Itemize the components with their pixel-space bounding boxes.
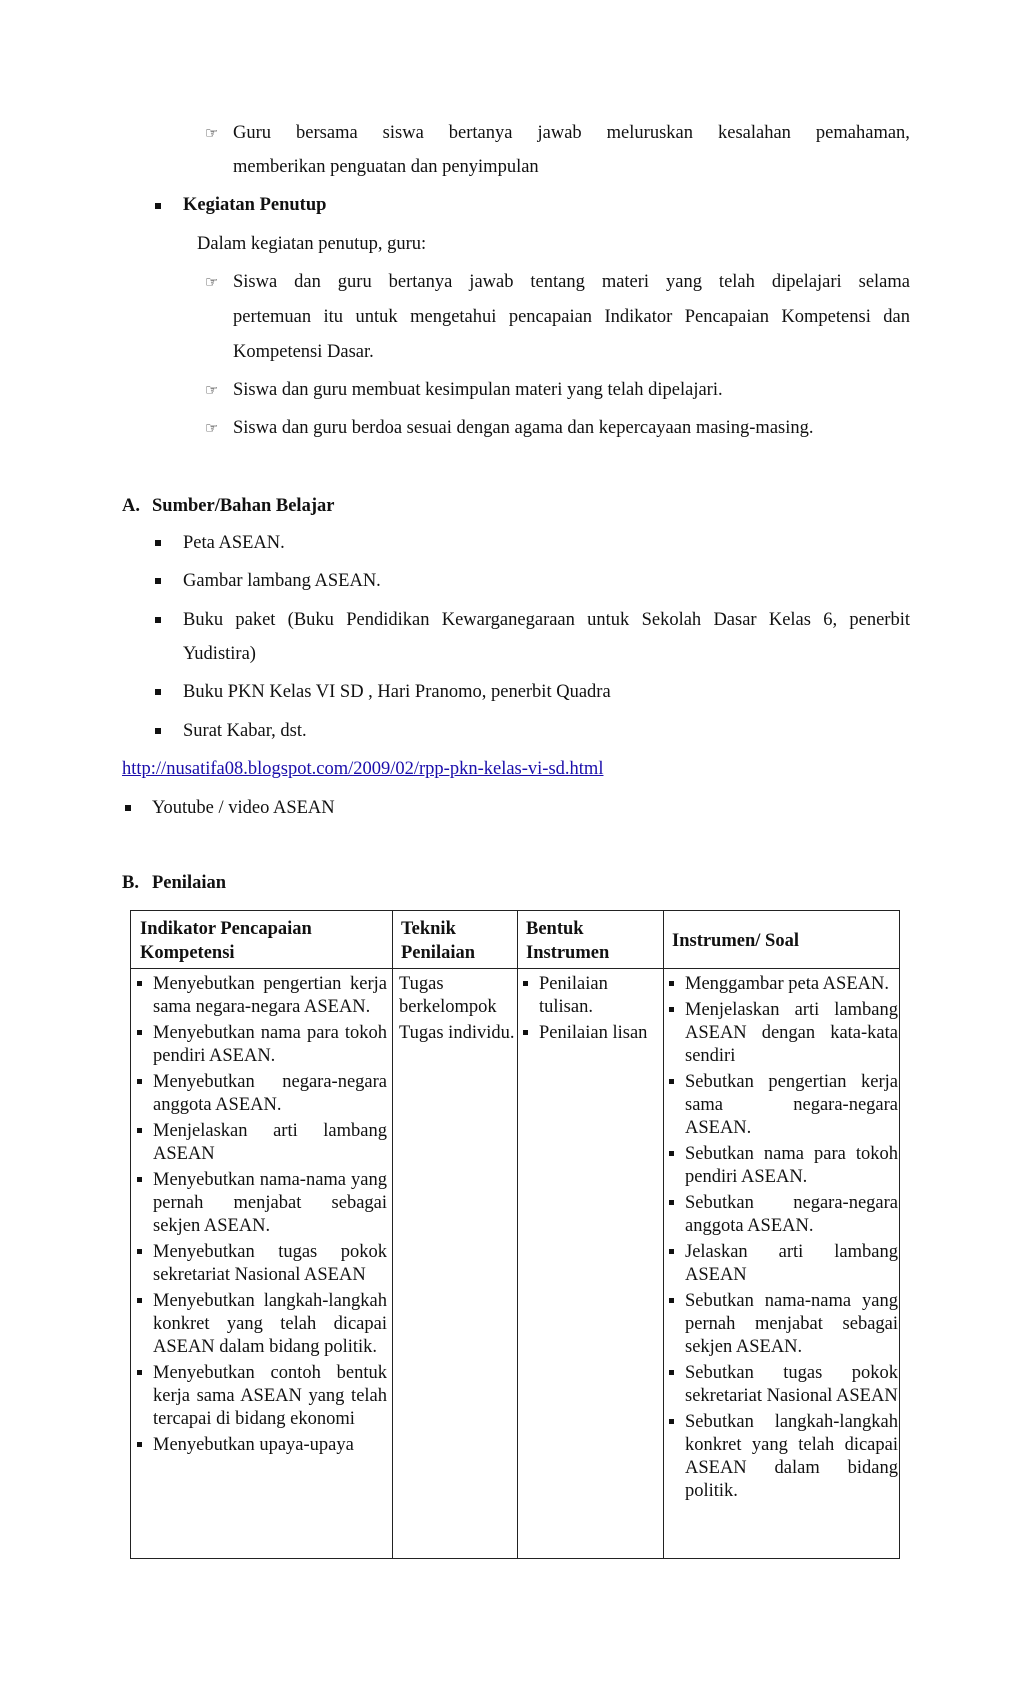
section-a-marker: A. (122, 496, 140, 516)
soal-list (663, 973, 898, 1506)
column-divider (392, 911, 393, 1558)
section-b-title: Penilaian (152, 873, 227, 893)
list-item: Menjelaskan arti lambang ASEAN dengan kata-kata sendiri (663, 999, 898, 1068)
list-item: Menyebutkan nama para tokoh pendiri ASEAN. (131, 1022, 387, 1068)
source-item: Buku PKN Kelas VI SD , Hari Pranomo, penerbit Quadra (183, 682, 611, 702)
list-item: Penilaian lisan (517, 1022, 661, 1045)
word: meluruskan (606, 123, 693, 143)
list-item: Menyebutkan contoh bentuk kerja sama ASEAN yang telah tercapai di bidang ekonomi (131, 1362, 387, 1431)
pointing-hand-icon: ☞ (205, 124, 219, 142)
header-text: Indikator Pencapaian (140, 919, 312, 939)
teknik-item: Tugas individu. (399, 1023, 515, 1043)
assessment-table (130, 910, 900, 1559)
section-a-title: Sumber/Bahan Belajar (152, 496, 335, 516)
list-item: Sebutkan langkah-langkah konkret yang telah dicapai ASEAN dalam bidang politik. (663, 1411, 898, 1503)
list-item: Menyebutkan upaya-upaya (131, 1434, 387, 1457)
word: bertanya (448, 123, 513, 143)
list-item: Jelaskan arti lambang ASEAN (663, 1241, 898, 1287)
list-item: Menyebutkan negara-negara anggota ASEAN. (131, 1071, 387, 1117)
list-item: Menyebutkan nama-nama yang pernah menjabat sebagai sekjen ASEAN. (131, 1169, 387, 1238)
square-bullet-icon (155, 689, 161, 695)
indikator-list (131, 973, 387, 1460)
square-bullet-icon (155, 617, 161, 623)
penutup-lead: Dalam kegiatan penutup, guru: (197, 234, 427, 254)
word: bersama (296, 123, 358, 143)
pointing-hand-icon: ☞ (205, 381, 219, 399)
penutup-item1-line1: Siswa dan guru bertanya jawab tentang materi yang telah dipelajari selama (233, 272, 910, 292)
header-text: Teknik (401, 919, 456, 939)
list-item: Sebutkan negara-negara anggota ASEAN. (663, 1192, 898, 1238)
header-text: Kompetensi (140, 943, 235, 963)
header-bentuk (526, 917, 609, 965)
word: jawab (537, 123, 582, 143)
list-item: Menggambar peta ASEAN. (663, 973, 898, 996)
list-item: Menjelaskan arti lambang ASEAN (131, 1120, 387, 1166)
source-item: Surat Kabar, dst. (183, 721, 307, 741)
list-item: Penilaian tulisan. (517, 973, 661, 1019)
teknik-item: Tugas berkelompok (399, 974, 497, 1017)
source-item: Gambar lambang ASEAN. (183, 571, 381, 591)
source-item: Peta ASEAN. (183, 533, 285, 553)
header-text: Bentuk (526, 919, 584, 939)
bentuk-list (517, 973, 661, 1048)
header-soal: Instrumen/ Soal (672, 931, 799, 951)
pointing-hand-icon: ☞ (205, 419, 219, 437)
penutup-item2: Siswa dan guru membuat kesimpulan materi yang telah dipelajari. (233, 380, 723, 400)
source-item-continuation: Yudistira) (183, 644, 256, 664)
word: Guru (233, 123, 272, 143)
penutup-item1-line3: Kompetensi Dasar. (233, 342, 374, 362)
square-bullet-icon (155, 203, 161, 209)
header-teknik (401, 917, 475, 965)
word: pemahaman, (815, 123, 910, 143)
list-item: Menyebutkan pengertian kerja sama negara-negara ASEAN. (131, 973, 387, 1019)
source-link[interactable]: http://nusatifa08.blogspot.com/2009/02/rpp-pkn-kelas-vi-sd.html (122, 759, 604, 779)
square-bullet-icon (125, 805, 131, 811)
word: kesalahan (717, 123, 791, 143)
list-item: Menyebutkan tugas pokok sekretariat Nasional ASEAN (131, 1241, 387, 1287)
section-b-marker: B. (122, 873, 139, 893)
list-item: Menyebutkan langkah-langkah konkret yang telah dicapai ASEAN dalam bidang politik. (131, 1290, 387, 1359)
square-bullet-icon (155, 728, 161, 734)
square-bullet-icon (155, 540, 161, 546)
pointing-hand-icon: ☞ (205, 273, 219, 291)
source-item: Buku paket (Buku Pendidikan Kewarganegaraan untuk Sekolah Dasar Kelas 6, penerbit (183, 610, 910, 630)
penutup-heading: Kegiatan Penutup (183, 195, 327, 215)
list-item: Sebutkan tugas pokok sekretariat Nasional ASEAN (663, 1362, 898, 1408)
header-divider (131, 968, 899, 969)
source-extra: Youtube / video ASEAN (152, 798, 335, 818)
intro-bullet-line1 (233, 124, 910, 143)
intro-bullet-line2: memberikan penguatan dan penyimpulan (233, 157, 539, 177)
header-text: Penilaian (401, 943, 476, 963)
penutup-item1-line2: pertemuan itu untuk mengetahui pencapaian Indikator Pencapaian Kompetensi dan (233, 307, 910, 327)
header-indikator (140, 917, 312, 965)
list-item: Sebutkan pengertian kerja sama negara-negara ASEAN. (663, 1071, 898, 1140)
list-item: Sebutkan nama para tokoh pendiri ASEAN. (663, 1143, 898, 1189)
header-text: Instrumen (526, 943, 610, 963)
square-bullet-icon (155, 578, 161, 584)
teknik-cell (399, 973, 515, 1045)
word: siswa (382, 123, 424, 143)
penutup-item3: Siswa dan guru berdoa sesuai dengan agama dan kepercayaan masing-masing. (233, 418, 814, 438)
list-item: Sebutkan nama-nama yang pernah menjabat sebagai sekjen ASEAN. (663, 1290, 898, 1359)
